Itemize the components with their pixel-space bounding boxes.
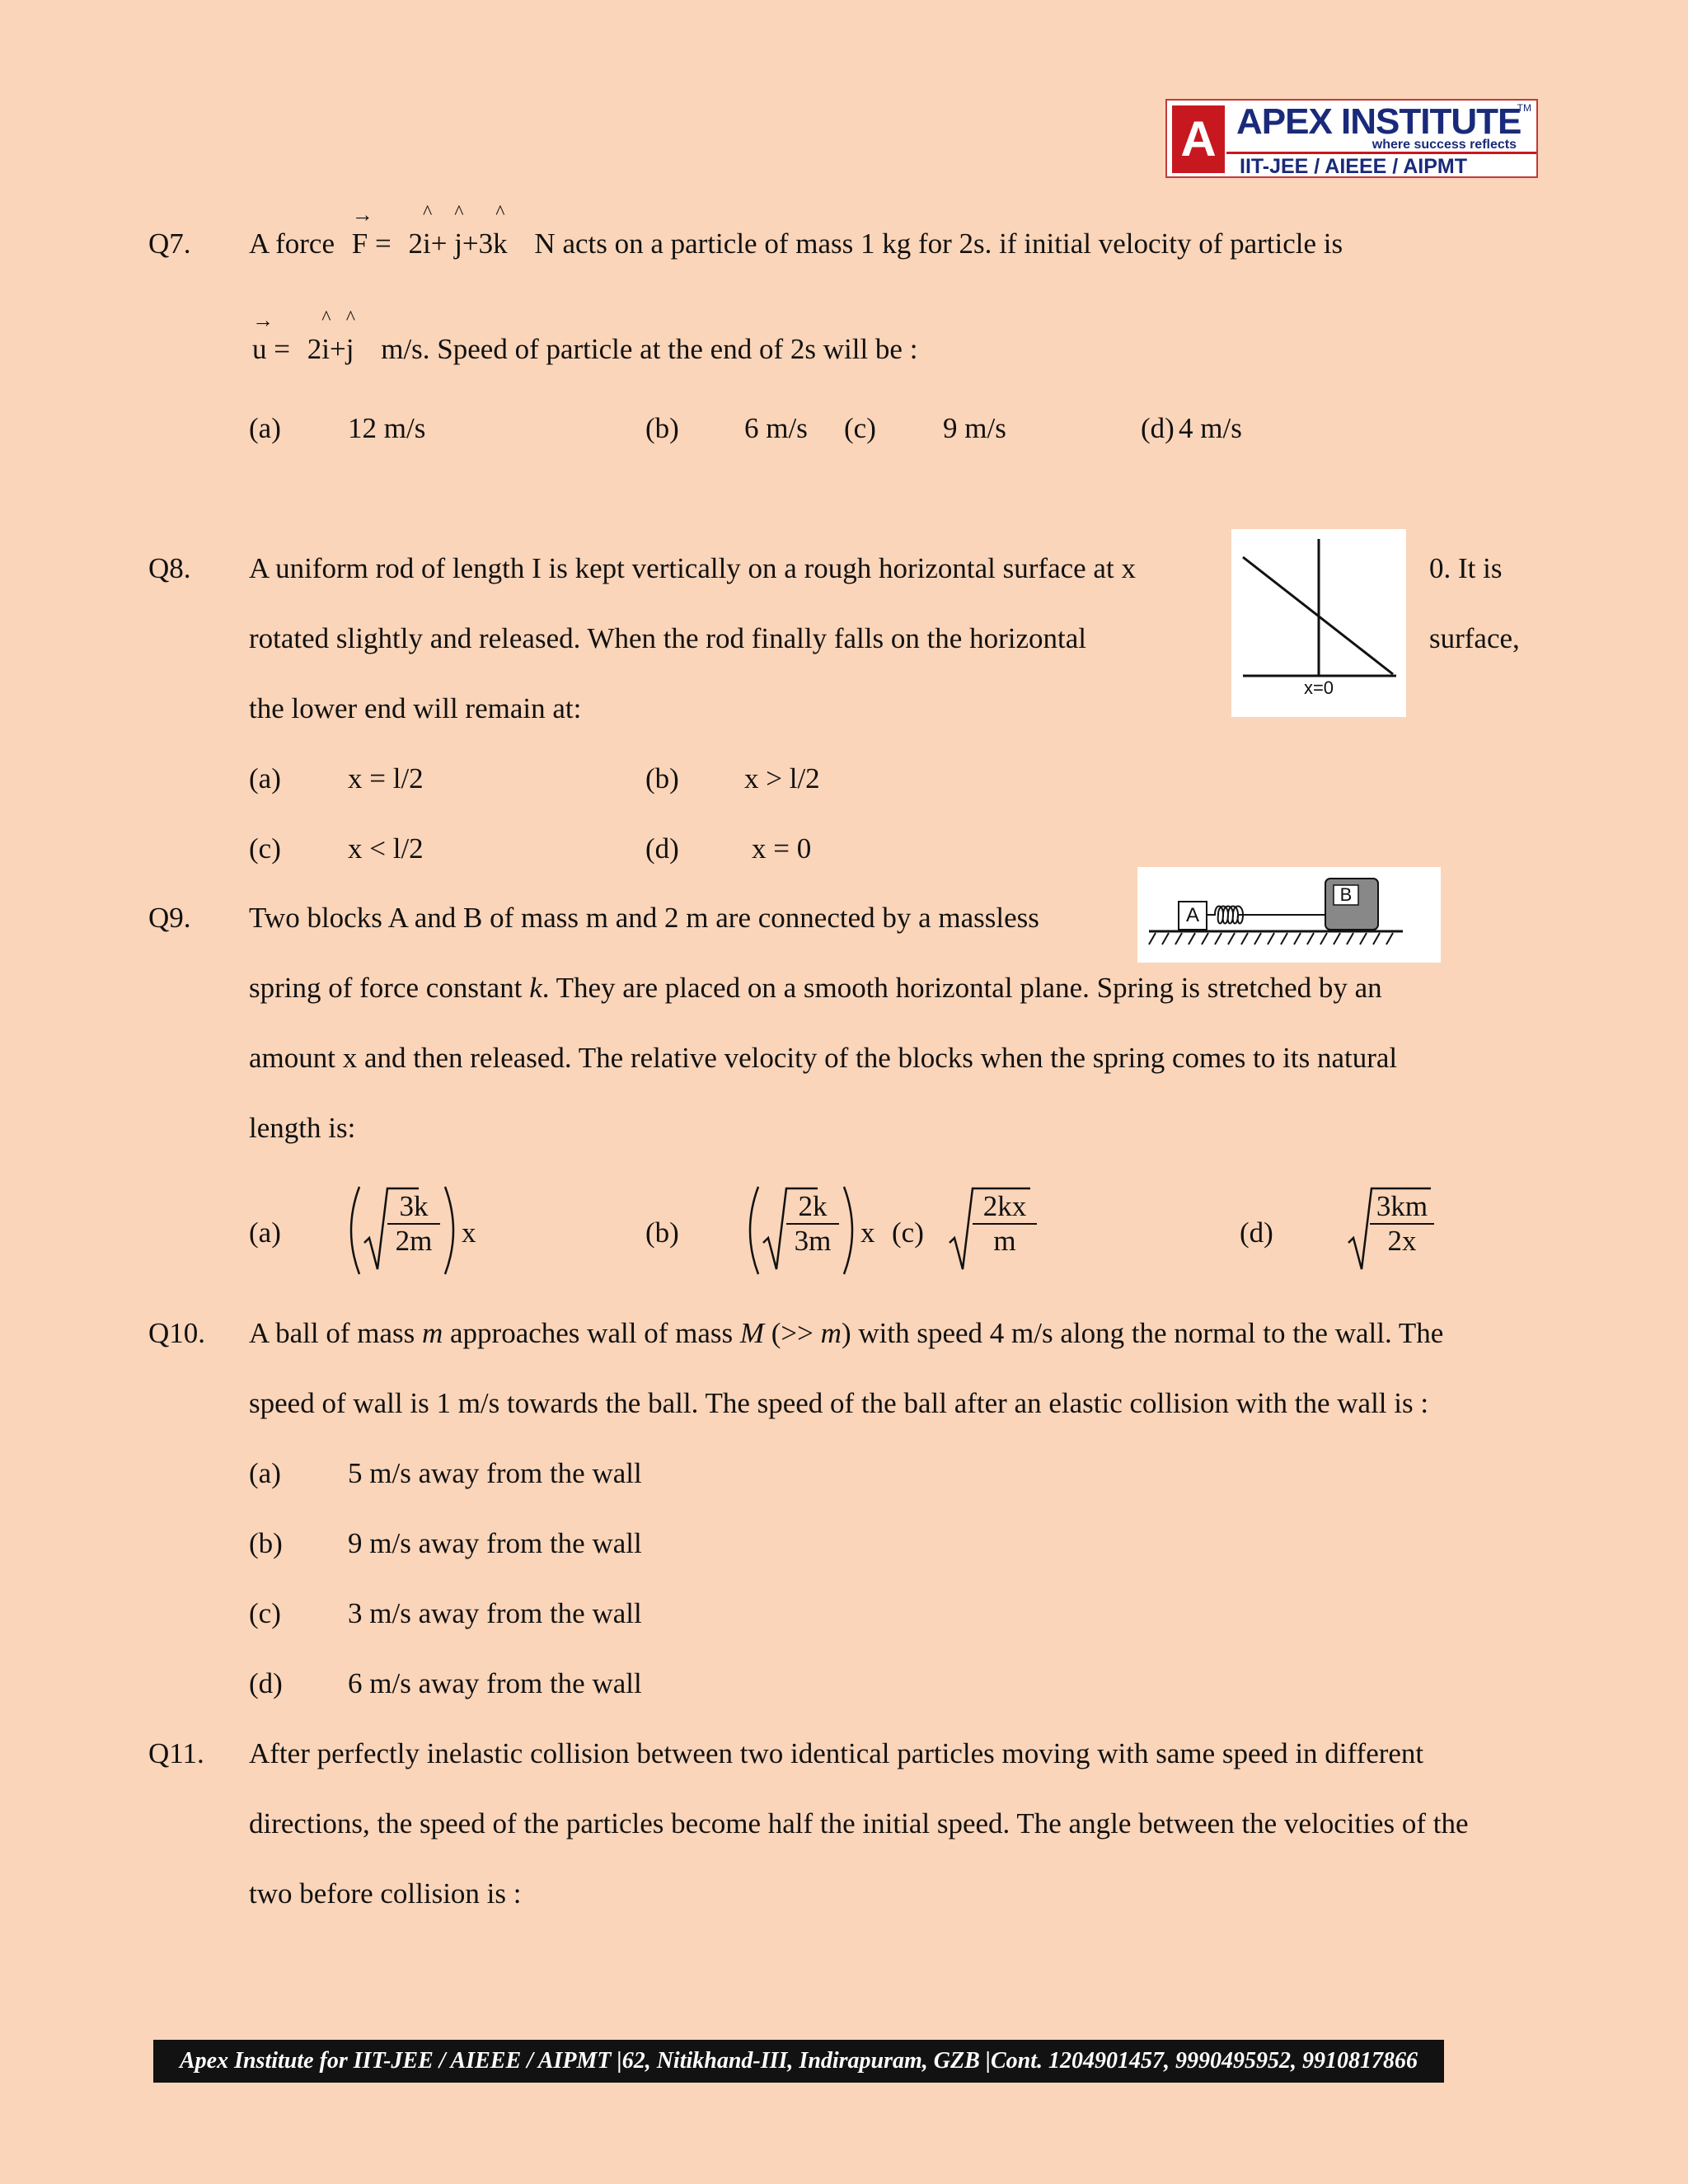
option-label: (c) <box>892 1216 924 1249</box>
q7-line-1: A force → F = 2 ^ i+ ^ j+3 ^ k N acts on a particle of mass 1 kg for 2s. if initial velocity of particle is <box>249 202 1343 260</box>
unit-i: ^ i <box>321 307 331 365</box>
option-label: (d) <box>249 1667 283 1699</box>
q8-line-1-end: 0. It is <box>1429 552 1503 584</box>
option-label: (c) <box>249 832 281 865</box>
q8-line-3: the lower end will remain at: <box>249 692 582 724</box>
q7-line-2: → u = 2 ^ i+ ^ j m/s. Speed of particle at the end of 2s will be : <box>252 307 918 365</box>
unit-i: ^ i <box>422 202 433 260</box>
q9-line-3: amount x and then released. The relative velocity of the blocks when the spring comes to its natural <box>249 1042 1398 1074</box>
option-label: (b) <box>645 412 679 444</box>
option-label: (d) <box>1141 412 1175 444</box>
q11-line-1: After perfectly inelastic collision between two identical particles moving with same speed in different <box>249 1737 1424 1769</box>
option-suffix: x <box>462 1216 476 1249</box>
rod-figure <box>1231 529 1406 717</box>
q10-line-2: speed of wall is 1 m/s towards the ball. The speed of the ball after an elastic collision with the wall is : <box>249 1387 1429 1419</box>
option-text: x = 0 <box>752 832 812 865</box>
q9-line-4: length is: <box>249 1112 356 1144</box>
option-label: (b) <box>645 1216 679 1249</box>
unit-j: ^ j <box>454 202 464 260</box>
logo-mark: A <box>1172 105 1225 173</box>
close-paren-symbol <box>442 1183 458 1277</box>
option-text: 5 m/s away from the wall <box>348 1457 642 1489</box>
spring-blocks-figure <box>1137 867 1441 963</box>
option-label: (d) <box>645 832 679 865</box>
fraction: $\frac{2k}{3m}$ <box>786 1190 839 1258</box>
q8-line-2-end: surface, <box>1429 622 1520 654</box>
option-label: (c) <box>249 1597 281 1629</box>
option-text: 9 m/s <box>943 412 1006 444</box>
block-a-label: A <box>1185 904 1199 926</box>
question-number: Q9. <box>148 902 191 934</box>
option-text: x = l/2 <box>348 762 424 794</box>
block-b-label: B <box>1339 884 1353 905</box>
q11-line-3: two before collision is : <box>249 1877 522 1910</box>
unit-k: ^ k <box>493 202 508 260</box>
q10-line-1: A ball of mass m approaches wall of mass M (>> m) with speed 4 m/s along the normal to the wall. The <box>249 1317 1444 1349</box>
option-text: 12 m/s <box>348 412 426 444</box>
q8-line-2: rotated slightly and released. When the rod finally falls on the horizontal <box>249 622 1086 654</box>
fraction: $\frac{2kx}{m}$ <box>973 1190 1037 1258</box>
velocity-vector: → u <box>252 308 274 365</box>
q11-line-2: directions, the speed of the particles become half the initial speed. The angle between the velocities of the <box>249 1807 1469 1840</box>
logo-name: APEX INSTITUTE <box>1236 101 1522 142</box>
q7-line1-pre: A force <box>249 227 335 260</box>
figure-label: x=0 <box>1303 677 1334 698</box>
unit-j: ^ j <box>345 307 355 365</box>
question-number: Q11. <box>148 1737 204 1769</box>
option-text: x > l/2 <box>744 762 820 794</box>
option-text: 9 m/s away from the wall <box>348 1527 642 1559</box>
option-label: (a) <box>249 1216 281 1249</box>
option-label: (d) <box>1240 1216 1273 1249</box>
option-text: 6 m/s <box>744 412 808 444</box>
option-text: x < l/2 <box>348 832 424 865</box>
option-text: 6 m/s away from the wall <box>348 1667 642 1699</box>
option-text: 4 m/s <box>1179 412 1242 444</box>
q9-line-2: spring of force constant k. They are placed on a smooth horizontal plane. Spring is stretched by an <box>249 972 1382 1004</box>
fraction: $\frac{3km}{2x}$ <box>1370 1190 1434 1258</box>
fraction: $\frac{3k}{2m}$ <box>387 1190 440 1258</box>
q9-line-1: Two blocks A and B of mass m and 2 m are connected by a massless <box>249 902 1039 934</box>
option-suffix: x <box>860 1216 875 1249</box>
question-number: Q8. <box>148 552 191 584</box>
apex-institute-logo <box>1165 99 1538 178</box>
footer-contact-bar: Apex Institute for IIT-JEE / AIEEE / AIPMT |62, Nitikhand-III, Indirapuram, GZB |Cont. 1204901457, 9990495952, 9910817866 <box>153 2040 1444 2083</box>
option-label: (c) <box>844 412 876 444</box>
option-label: (a) <box>249 412 281 444</box>
close-paren-symbol <box>841 1183 857 1277</box>
option-label: (b) <box>645 762 679 794</box>
option-label: (a) <box>249 762 281 794</box>
option-label: (a) <box>249 1457 281 1489</box>
logo-exams: IIT-JEE / AIEEE / AIPMT <box>1226 152 1536 179</box>
question-number: Q10. <box>148 1317 206 1349</box>
force-vector: → F <box>351 203 373 260</box>
question-number: Q7. <box>148 227 191 260</box>
q8-line-1: A uniform rod of length I is kept vertically on a rough horizontal surface at x <box>249 552 1136 584</box>
logo-trademark: TM <box>1517 102 1531 114</box>
logo-tagline: where success reflects <box>1372 138 1517 152</box>
option-label: (b) <box>249 1527 283 1559</box>
option-text: 3 m/s away from the wall <box>348 1597 642 1629</box>
